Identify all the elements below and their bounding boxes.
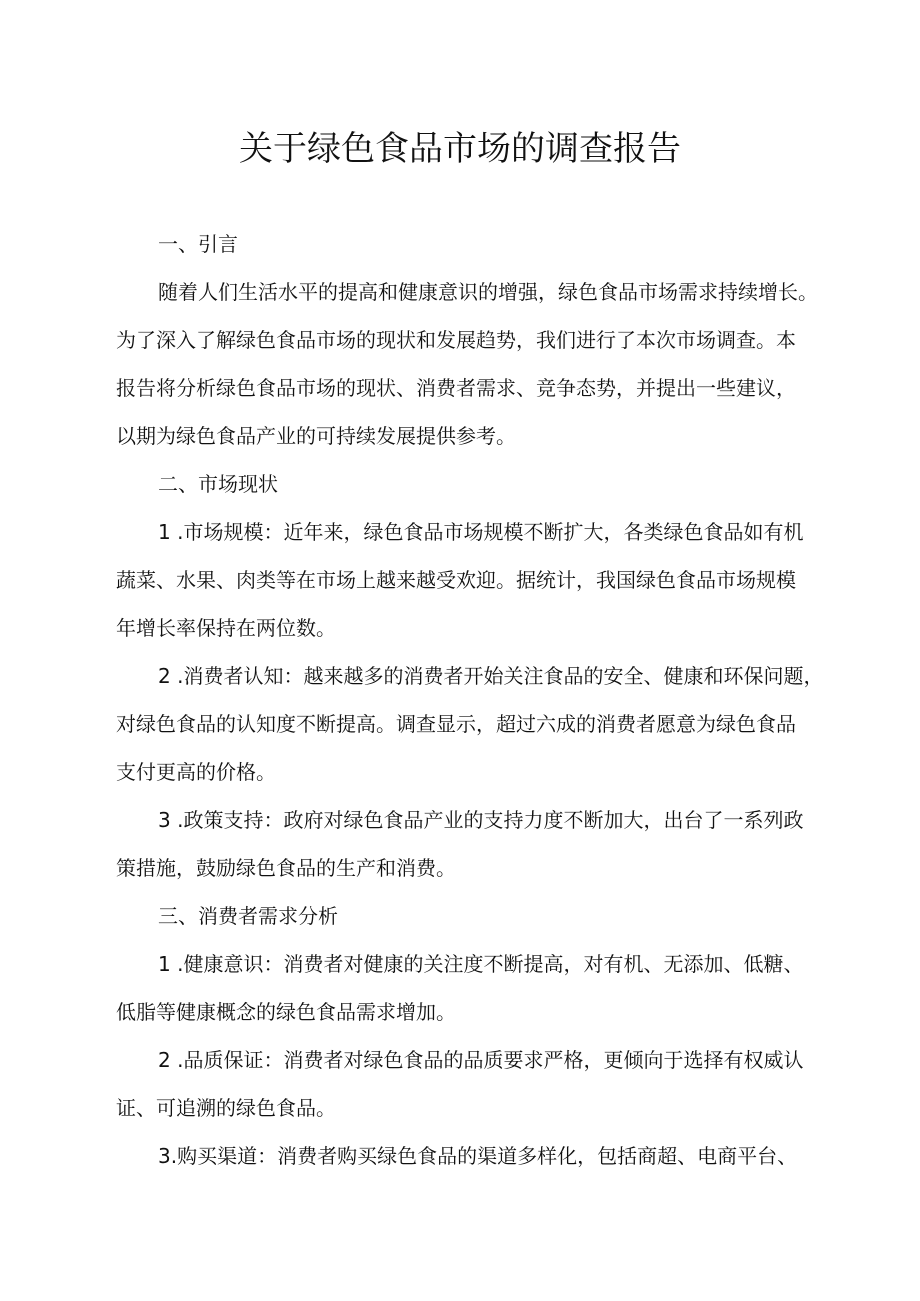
paragraph-line: 蔬菜、水果、肉类等在市场上越来越受欢迎。据统计，我国绿色食品市场规模 (116, 568, 796, 592)
paragraph-line: 年增长率保持在两位数。 (116, 616, 336, 640)
paragraph-line: 3 .政策支持：政府对绿色食品产业的支持力度不断加大，出台了一系列政 (158, 808, 804, 832)
section-heading-introduction: 一、引言 (158, 232, 238, 256)
document-title: 关于绿色食品市场的调查报告 (239, 129, 681, 169)
paragraph-line: 为了深入了解绿色食品市场的现状和发展趋势，我们进行了本次市场调查。本 (116, 328, 796, 352)
paragraph-line: 1 .市场规模：近年来，绿色食品市场规模不断扩大，各类绿色食品如有机 (158, 520, 804, 544)
paragraph-line: 3.购买渠道：消费者购买绿色食品的渠道多样化，包括商超、电商平台、 (158, 1144, 798, 1168)
paragraph-line: 对绿色食品的认知度不断提高。调查显示，超过六成的消费者愿意为绿色食品 (116, 712, 796, 736)
paragraph-line: 随着人们生活水平的提高和健康意识的增强，绿色食品市场需求持续增长。 (158, 280, 818, 304)
paragraph-line: 证、可追溯的绿色食品。 (116, 1096, 336, 1120)
paragraph-line: 报告将分析绿色食品市场的现状、消费者需求、竞争态势，并提出一些建议， (116, 376, 796, 400)
paragraph-line: 低脂等健康概念的绿色食品需求增加。 (116, 1000, 456, 1024)
paragraph-line: 2 .品质保证：消费者对绿色食品的品质要求严格，更倾向于选择有权威认 (158, 1048, 804, 1072)
paragraph-line: 1 .健康意识：消费者对健康的关注度不断提高，对有机、无添加、低糖、 (158, 952, 804, 976)
document-body (116, 220, 824, 1180)
paragraph-line: 策措施，鼓励绿色食品的生产和消费。 (116, 856, 456, 880)
paragraph-line: 2 .消费者认知：越来越多的消费者开始关注食品的安全、健康和环保问题， (158, 664, 824, 688)
paragraph-line: 支付更高的价格。 (116, 760, 276, 784)
section-heading-consumer-demand: 三、消费者需求分析 (158, 904, 338, 928)
paragraph-line: 以期为绿色食品产业的可持续发展提供参考。 (116, 424, 516, 448)
section-heading-market-status: 二、市场现状 (158, 472, 278, 496)
